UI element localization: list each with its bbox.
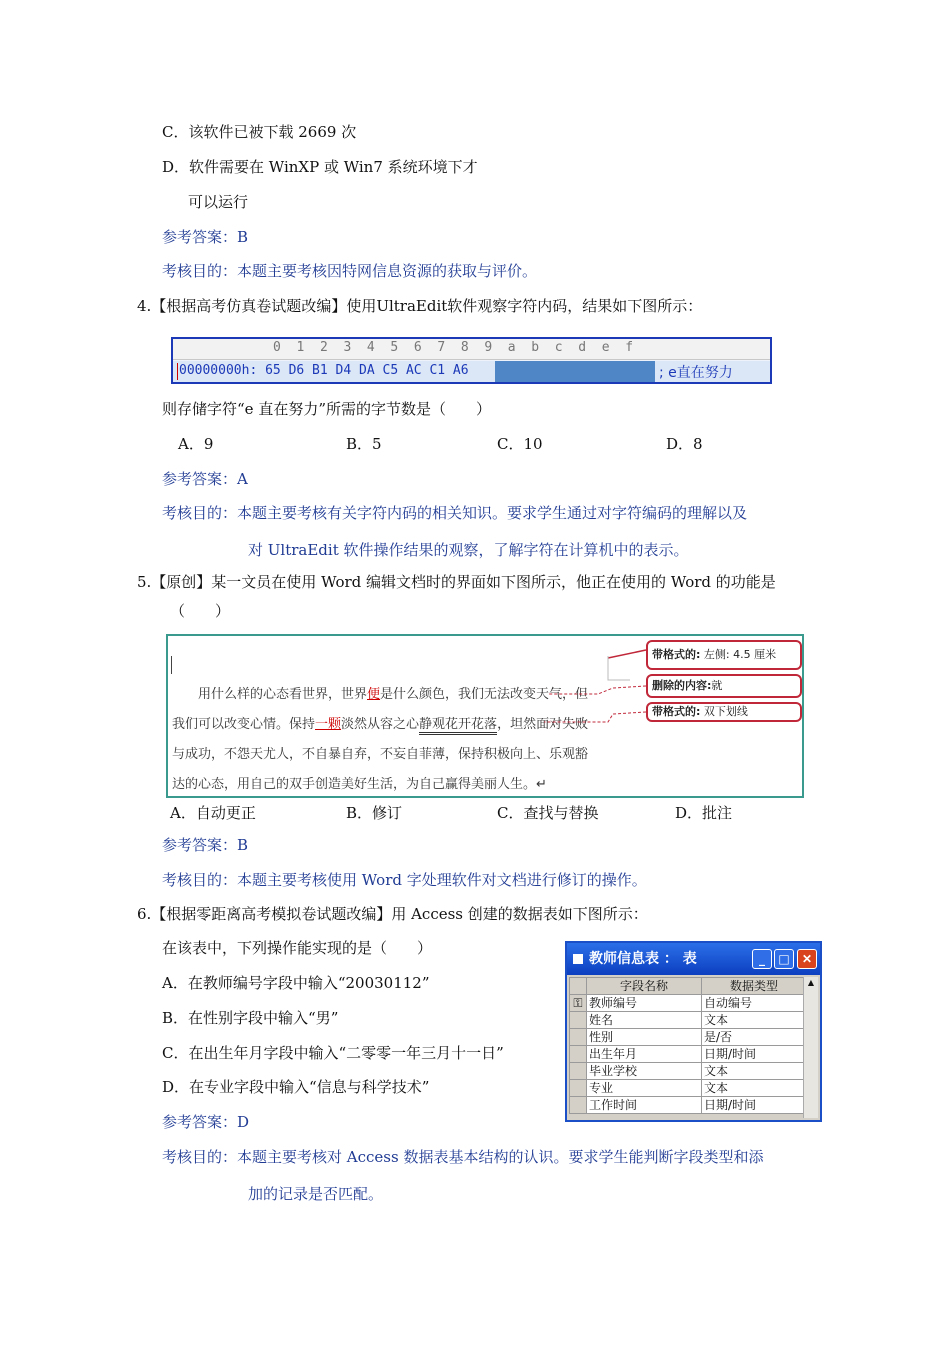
q6-stem: 6.【根据零距离高考模拟卷试题改编】用 Access 创建的数据表如下图所示： [137,905,648,923]
doc-line-3: 与成功，不怨天尤人，不自暴自弃，不妄自菲薄，保持积极向上、乐观豁 [172,747,589,762]
minimize-button[interactable]: _ [752,949,772,969]
q5-purpose: 考核目的：本题主要考核使用 Word 字处理软件对文档进行修订的操作。 [162,871,647,889]
q5-stem: 5.【原创】某一文员在使用 Word 编辑文档时的界面如下图所示，他正在使用的 Word 的功能是 [137,573,776,591]
q4-answer: 参考答案：A [162,470,248,488]
q6-option-b: B．在性别字段中输入“男” [162,1009,339,1027]
table-row[interactable]: 毕业学校 文本 [570,1063,807,1080]
q6-purpose-cont: 加的记录是否匹配。 [248,1185,384,1203]
table-row[interactable]: 姓名 文本 [570,1012,807,1029]
table-row[interactable]: 专业 文本 [570,1080,807,1097]
field-design-grid [569,977,807,1114]
q4-option-d: D．8 [666,435,703,453]
vertical-scrollbar[interactable] [803,977,818,1118]
q4-question: 则存储字符“e 直在努力”所需的字节数是（ ） [162,400,491,418]
hex-text: ; e直在努力 [659,365,733,381]
q4-option-b: B．5 [346,435,382,453]
table-row[interactable]: 出生年月 日期/时间 [570,1046,807,1063]
col-data-type: 数据类型 [702,978,807,995]
q5-option-a: A．自动更正 [170,804,256,822]
balloon-format-indent: 带格式的: 左侧: 4.5 厘米 [646,640,802,670]
table-row[interactable]: 工作时间 日期/时间 [570,1097,807,1114]
q5-option-c: C．查找与替换 [497,804,599,822]
q6-answer: 参考答案：D [162,1113,250,1131]
q5-option-d: D．批注 [675,804,733,822]
q6-option-d: D．在专业字段中输入“信息与科学技术” [162,1078,430,1096]
q4-purpose-cont: 对 UltraEdit 软件操作结果的观察，了解字符在计算机中的表示。 [248,541,689,559]
q6-option-a: A．在教师编号字段中输入“20030112” [162,974,430,992]
maximize-button[interactable]: □ [774,949,794,969]
q5-answer: 参考答案：B [162,836,249,854]
q4-stem: 4.【根据高考仿真卷试题改编】使用UltraEdit软件观察字符内码，结果如下图所示： [137,297,703,315]
table-row[interactable]: ⚿ 教师编号 自动编号 [570,995,807,1012]
hex-column-header: 0 1 2 3 4 5 6 7 8 9 a b c d e f [273,340,634,355]
q4-option-a: A．9 [178,435,214,453]
q6-option-c: C．在出生年月字段中输入“二零零一年三月十一日” [162,1044,504,1062]
q6-question: 在该表中，下列操作能实现的是（ ） [162,939,433,957]
balloon-deleted-content: 删除的内容:就 [646,674,802,698]
close-button[interactable]: ✕ [797,949,817,969]
q5-option-b: B．修订 [346,804,403,822]
access-title: 教师信息表 ： 表 [589,951,697,967]
ultraedit-hex-view [171,337,772,384]
q3-option-d: D．软件需要在 WinXP 或 Win7 系统环境下才 [162,158,478,176]
q6-purpose: 考核目的：本题主要考核对 Access 数据表基本结构的认识。要求学生能判断字段类型和添 [162,1148,764,1166]
q3-option-d-cont: 可以运行 [188,193,249,211]
q3-purpose: 考核目的：本题主要考核因特网信息资源的获取与评价。 [162,262,538,280]
table-icon [573,954,583,964]
doc-line-1: 用什么样的心态看世界，世界便是什么颜色，我们无法改变天气，但 [198,687,589,702]
col-field-name: 字段名称 [587,978,702,995]
access-table-window [565,941,822,1122]
q5-stem-paren: （ ） [170,602,231,620]
word-revision-figure [166,634,804,798]
scroll-up-icon[interactable]: ▲ [807,978,815,987]
doc-line-2: 我们可以改变心情。保持一颗淡然从容之心静观花开花落，坦然面对失败 [172,716,588,734]
key-icon: ⚿ [570,995,587,1012]
q3-option-c: C．该软件已被下载 2669 次 [162,123,357,141]
q4-purpose: 考核目的：本题主要考核有关字符内码的相关知识。要求学生通过对字符编码的理解以及 [162,504,748,522]
balloon-format-double-underline: 带格式的: 双下划线 [646,702,802,722]
table-row[interactable]: 性别 是/否 [570,1029,807,1046]
q4-option-c: C．10 [497,435,543,453]
doc-line-4: 达的心态，用自己的双手创造美好生活，为自己赢得美丽人生。↵ [172,777,547,792]
q3-answer: 参考答案：B [162,228,249,246]
hex-row: 00000000h: 65 D6 B1 D4 DA C5 AC C1 A6 [179,363,469,378]
